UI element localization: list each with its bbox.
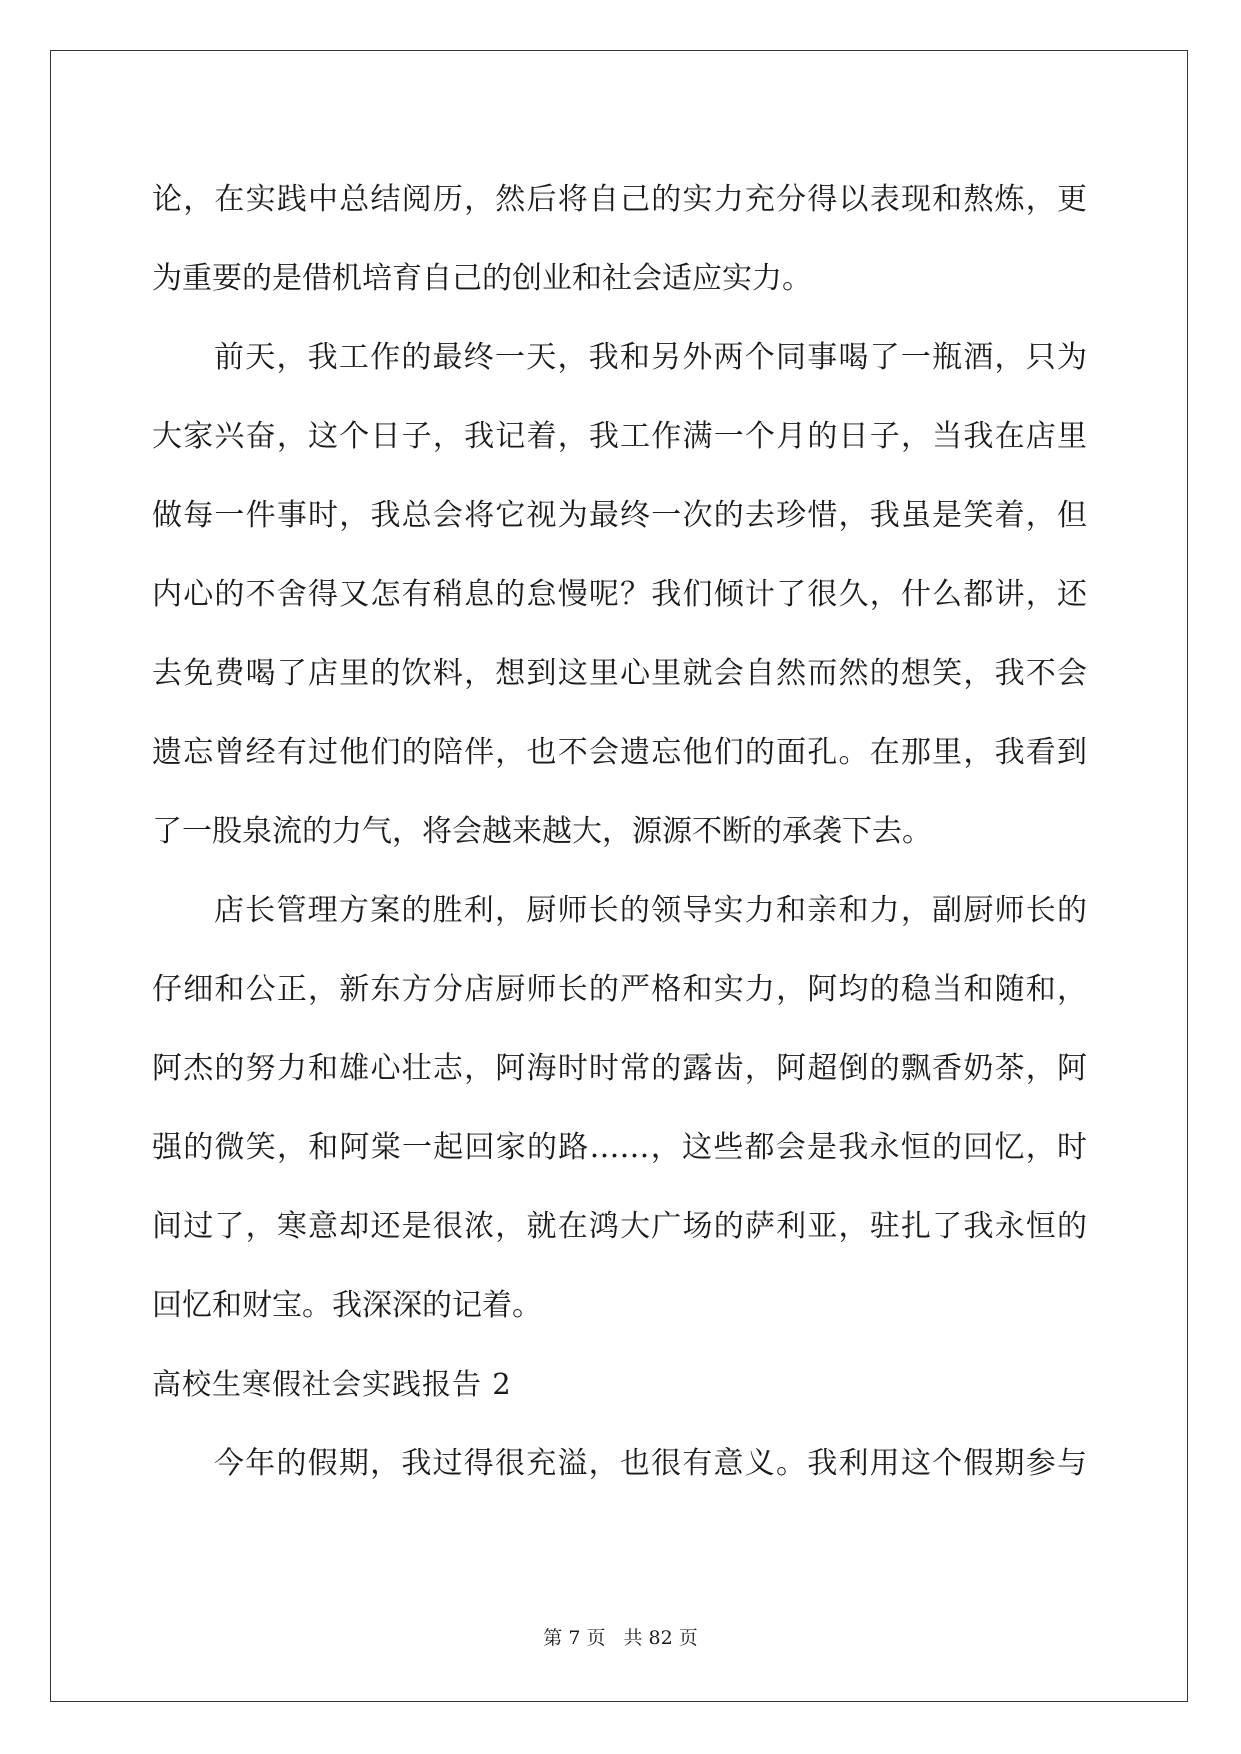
text-line: 店长管理方案的胜利，厨师长的领导实力和亲和力，副厨师长的: [214, 893, 1087, 928]
text-line: 去免费喝了店里的饮料，想到这里心里就会自然而然的想笑，我不会: [152, 656, 1087, 691]
text-line: 了一股泉流的力气，将会越来越大，源源不断的承袭下去。: [152, 814, 932, 849]
paragraph-block-after-heading: [152, 1424, 1087, 1503]
section-heading: 高校生寒假社会实践报告 2: [152, 1367, 512, 1401]
text-line: 间过了，寒意却还是很浓，就在鸿大广场的萨利亚，驻扎了我永恒的: [152, 1209, 1087, 1244]
text-line: 回忆和财宝。我深深的记着。: [152, 1288, 542, 1323]
text-line: 遗忘曾经有过他们的陪伴，也不会遗忘他们的面孔。在那里，我看到: [152, 735, 1087, 770]
page-number: 第 7 页: [543, 1627, 606, 1649]
text-line: 今年的假期，我过得很充溢，也很有意义。我利用这个假期参与: [214, 1446, 1087, 1481]
document-body: [152, 160, 1087, 1503]
text-line: 做每一件事时，我总会将它视为最终一次的去珍惜，我虽是笑着，但: [152, 498, 1087, 533]
text-line: 大家兴奋，这个日子，我记着，我工作满一个月的日子，当我在店里: [152, 419, 1087, 454]
page-footer: [0, 1623, 1241, 1650]
text-line: 论，在实践中总结阅历，然后将自己的实力充分得以表现和熬炼，更: [152, 182, 1087, 217]
text-line: 强的微笑，和阿棠一起回家的路……，这些都会是我永恒的回忆，时: [152, 1130, 1087, 1165]
paragraph-block: [152, 160, 1087, 1345]
text-line: 仔细和公正，新东方分店厨师长的严格和实力，阿均的稳当和随和，: [152, 972, 1087, 1007]
page-total: 共 82 页: [623, 1627, 698, 1649]
text-line: 阿杰的努力和雄心壮志，阿海时时常的露齿，阿超倒的飘香奶茶，阿: [152, 1051, 1087, 1086]
text-line: 前天，我工作的最终一天，我和另外两个同事喝了一瓶酒，只为: [214, 340, 1087, 375]
text-line: 为重要的是借机培育自己的创业和社会适应实力。: [152, 261, 812, 296]
text-line: 内心的不舍得又怎有稍息的怠慢呢？我们倾计了很久，什么都讲，还: [152, 577, 1087, 612]
